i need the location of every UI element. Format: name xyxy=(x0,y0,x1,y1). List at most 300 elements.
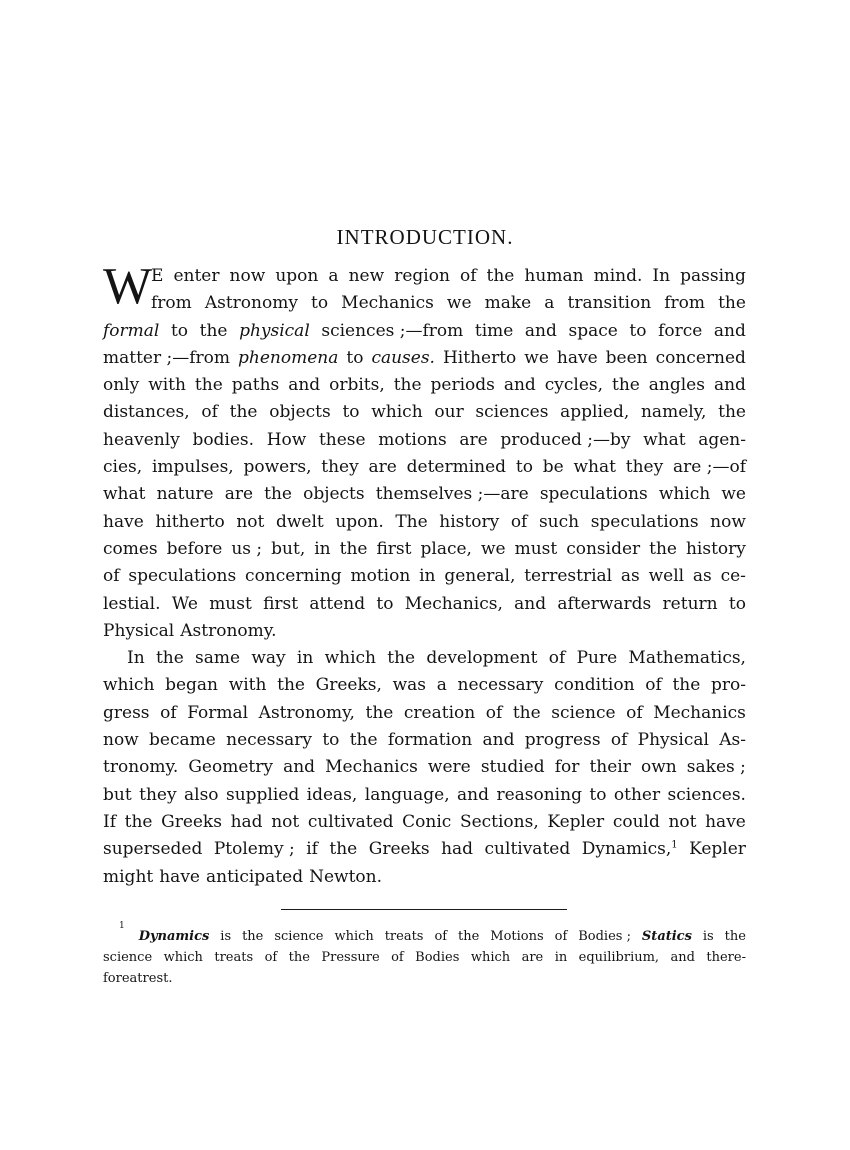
paragraph-2-line xyxy=(103,645,746,672)
footnote-word: science xyxy=(103,950,153,965)
paragraph-1-word: make xyxy=(484,293,532,314)
paragraph-2-word: progress xyxy=(524,730,601,751)
paragraph-2-word: own xyxy=(640,757,677,778)
paragraph-1-word: attend xyxy=(309,593,366,614)
paragraph-1-word: namely, xyxy=(640,402,707,423)
paragraph-1-word: not xyxy=(236,511,265,532)
paragraph-2-word: the xyxy=(365,702,394,723)
paragraph-1-word: and xyxy=(514,593,547,614)
paragraph-2-word: the xyxy=(124,811,153,832)
paragraph-2-word: had xyxy=(441,839,474,860)
paragraph-1-word: are xyxy=(224,484,254,505)
footnote-line xyxy=(103,921,746,947)
paragraph-1-word: we xyxy=(480,538,506,559)
footnote-word: which xyxy=(334,929,374,944)
paragraph-1-word: Mechanics, xyxy=(404,593,503,614)
paragraph-1-word: How xyxy=(266,429,307,450)
paragraph-1-word: the xyxy=(393,375,422,396)
paragraph-1-word: the xyxy=(649,538,677,559)
paragraph-1-word: Astronomy xyxy=(204,293,298,314)
paragraph-2-word: language, xyxy=(364,784,450,805)
paragraph-1-word: concerned xyxy=(655,347,746,368)
paragraph-1-word: powers, xyxy=(243,457,312,478)
paragraph-1-word: speculations xyxy=(590,511,699,532)
paragraph-2-word: became xyxy=(149,730,216,751)
paragraph-2-word: Sections, xyxy=(459,811,539,832)
paragraph-2-word: supplied xyxy=(225,784,300,805)
paragraph-2-word: formation xyxy=(387,730,473,751)
paragraph-1-word: human xyxy=(524,266,584,286)
paragraph-2-word: If xyxy=(103,811,117,832)
paragraph-1-word: in xyxy=(314,538,331,559)
paragraph-1-word: phenomena xyxy=(238,347,339,368)
paragraph-1-line xyxy=(103,372,746,399)
paragraph-1-word: passing xyxy=(680,266,746,286)
paragraph-1-line xyxy=(103,509,746,536)
paragraph-1-word: and xyxy=(524,320,557,341)
paragraph-2-word: could xyxy=(612,811,660,832)
paragraph-2-word: superseded xyxy=(103,839,203,860)
footnote-word: Pressure xyxy=(321,950,380,965)
paragraph-1-word: to xyxy=(170,320,189,341)
paragraph-2-word: but xyxy=(103,784,132,805)
paragraph-1-word: the xyxy=(718,293,746,314)
paragraph-2-word: their xyxy=(589,757,631,778)
paragraph-2-word: the xyxy=(155,648,184,669)
paragraph-1-word: general, xyxy=(444,566,516,587)
footnote-word: there- xyxy=(706,950,746,965)
paragraph-1-word: periods xyxy=(430,375,495,396)
footnote-mark: 1 xyxy=(119,921,125,931)
paragraph-2-word: cultivated xyxy=(484,839,571,860)
paragraph-2-word: Newton. xyxy=(309,866,382,887)
paragraph-1-word: be xyxy=(542,457,564,478)
paragraph-1-word: and xyxy=(713,320,746,341)
paragraph-1-word: they xyxy=(321,457,359,478)
paragraph-2-word: studied xyxy=(480,757,545,778)
paragraph-1-word: agen- xyxy=(698,429,746,450)
paragraph-2-word: have xyxy=(705,811,746,832)
paragraph-2-word: Greeks xyxy=(161,811,222,832)
paragraph-1-word: must xyxy=(514,538,558,559)
paragraph-2-word: As- xyxy=(719,730,746,751)
paragraph-1-line xyxy=(103,454,746,481)
drop-cap: W xyxy=(103,258,153,315)
paragraph-1-word: cies, xyxy=(103,457,143,478)
paragraph-2-word: same xyxy=(195,648,241,669)
paragraph-2-word: pro- xyxy=(710,675,746,696)
paragraph-2-word: for xyxy=(554,757,580,778)
paragraph-2-word: the xyxy=(329,839,358,860)
paragraph-1-word: now xyxy=(229,266,266,286)
paragraph-2-word: might xyxy=(103,866,154,887)
paragraph-1-word: motions xyxy=(378,429,447,450)
paragraph-2-word: Kepler xyxy=(547,811,605,832)
paragraph-2-line xyxy=(103,672,746,699)
paragraph-2-word: also xyxy=(184,784,219,805)
paragraph-1-word: enter xyxy=(173,266,220,286)
paragraph-2-word: began xyxy=(165,675,219,696)
paragraph-2-word: Astronomy, xyxy=(258,702,355,723)
paragraph-1-line xyxy=(103,427,746,454)
footnote-word: Dynamics xyxy=(138,929,210,944)
paragraph-1-word: Hitherto xyxy=(442,347,517,368)
paragraph-2-word: Greeks xyxy=(368,839,430,860)
paragraph-1-word: have xyxy=(556,347,598,368)
paragraph-1-word: what xyxy=(103,484,146,505)
paragraph-1-word: Mechanics xyxy=(341,293,434,314)
paragraph-1-word: and xyxy=(503,375,536,396)
paragraph-1-word: new xyxy=(348,266,385,286)
paragraph-1 xyxy=(103,258,746,645)
paragraph-2-word: have xyxy=(159,866,200,887)
footnote-word: of xyxy=(391,950,404,965)
paragraph-1-word: objects xyxy=(269,402,331,423)
paragraph-1-word: orbits, xyxy=(329,375,385,396)
paragraph-1-word: to xyxy=(629,320,647,341)
paragraph-1-word: these xyxy=(318,429,366,450)
paragraph-1-word: transition xyxy=(567,293,652,314)
paragraph-1-word: mind. xyxy=(593,266,643,286)
footnote-word: Bodies xyxy=(415,950,460,965)
paragraph-2-word: the xyxy=(277,675,305,696)
paragraph-2-word: Ptolemy ; xyxy=(213,839,295,860)
paragraph-1-word: as xyxy=(692,566,712,587)
paragraph-2-word: of xyxy=(645,675,662,696)
paragraph-2-word: which xyxy=(324,648,376,669)
paragraph-1-word: region xyxy=(394,266,450,286)
paragraph-2-word: Mechanics xyxy=(325,757,418,778)
paragraph-1-word: from xyxy=(151,293,192,314)
paragraph-1-lines xyxy=(103,258,746,645)
paragraph-2-word: to xyxy=(589,784,607,805)
chapter-title: INTRODUCTION. xyxy=(336,225,514,249)
paragraph-1-word: to xyxy=(311,293,329,314)
paragraph-1-word: the xyxy=(199,320,228,341)
footnote-word: Bodies ; xyxy=(578,929,631,944)
paragraph-1-word: before xyxy=(166,538,223,559)
paragraph-2-word: science xyxy=(551,702,616,723)
paragraph-1-word: us ; xyxy=(231,538,263,559)
paragraph-1-word: the xyxy=(611,375,640,396)
paragraph-1-word: concerning xyxy=(245,566,342,587)
paragraph-2-word: reasoning xyxy=(496,784,582,805)
paragraph-1-word: history xyxy=(439,511,500,532)
footnote-word: and xyxy=(670,950,695,965)
paragraph-1-word: lestial. xyxy=(103,593,161,614)
paragraph-1-word: the xyxy=(486,266,515,286)
paragraph-1-word: heavenly xyxy=(103,429,180,450)
paragraph-1-word: nature xyxy=(156,484,214,505)
paragraph-1-word: history xyxy=(685,538,746,559)
paragraph-2-word: now xyxy=(103,730,139,751)
paragraph-2-word: of xyxy=(485,702,503,723)
paragraph-1-word: afterwards xyxy=(557,593,652,614)
paragraph-1-word: distances, xyxy=(103,402,190,423)
paragraph-2-word: other xyxy=(613,784,661,805)
paragraph-2-line xyxy=(103,864,746,891)
paragraph-1-word: been xyxy=(605,347,648,368)
paragraph-1-word: space xyxy=(568,320,618,341)
paragraph-1-word: must xyxy=(209,593,252,614)
paragraph-1-word: of xyxy=(103,566,120,587)
paragraph-1-word: we xyxy=(721,484,746,505)
paragraph-2-word: of xyxy=(548,648,566,669)
paragraph-2-word: Physical xyxy=(637,730,709,751)
paragraph-1-word: but, xyxy=(271,538,306,559)
paragraph-1-word: to xyxy=(342,402,360,423)
paragraph-2-word: and xyxy=(482,730,515,751)
footnote-word: rest. xyxy=(142,971,173,986)
paragraph-1-word: applied, xyxy=(560,402,630,423)
paragraph-1-word: to xyxy=(728,593,746,614)
paragraph-1-word: the xyxy=(229,402,258,423)
paragraph-1-word: and xyxy=(288,375,321,396)
footnote-word: in xyxy=(554,950,568,965)
paragraph-1-word: formal xyxy=(103,320,160,341)
paragraph-1-word: well xyxy=(648,566,685,587)
paragraph-1-word: to xyxy=(376,593,394,614)
paragraph-2-word-with-note: Dynamics,$^1$ xyxy=(581,839,678,860)
paragraph-1-word: the xyxy=(718,402,746,423)
paragraph-2-word: of xyxy=(160,702,177,723)
paragraph-1-word: are xyxy=(368,457,397,478)
paragraph-2-line xyxy=(103,836,746,863)
footnote-word: the xyxy=(724,929,746,944)
paragraph-1-word: are xyxy=(459,429,488,450)
paragraph-1-line xyxy=(103,618,746,645)
paragraph-1-word: of xyxy=(459,266,477,286)
paragraph-2-word: necessary xyxy=(457,675,544,696)
paragraph-1-word: are ;—of xyxy=(673,457,746,478)
paragraph-2-word: the xyxy=(349,730,378,751)
paragraph-2-word: way xyxy=(251,648,286,669)
footnote-word: equilibrium, xyxy=(578,950,660,965)
paragraph-2-word: they xyxy=(139,784,177,805)
paragraph-2-line xyxy=(103,727,746,754)
paragraph-1-word: now xyxy=(710,511,746,532)
footnote-word: the xyxy=(242,929,264,944)
footnote xyxy=(103,921,746,989)
paragraph-1-word: a xyxy=(328,266,339,286)
paragraph-1-line xyxy=(103,481,746,508)
paragraph-2 xyxy=(103,645,746,891)
paragraph-1-word: paths xyxy=(231,375,280,396)
paragraph-2-line xyxy=(103,700,746,727)
paragraph-1-word: hitherto xyxy=(155,511,225,532)
paragraph-2-word: which xyxy=(103,675,155,696)
paragraph-1-line xyxy=(103,563,746,590)
paragraph-1-word: in xyxy=(419,566,436,587)
footnote-word: Motions xyxy=(490,929,544,944)
paragraph-2-word: the xyxy=(387,648,416,669)
paragraph-1-word: the xyxy=(339,538,368,559)
paragraph-1-word: bodies. xyxy=(192,429,255,450)
paragraph-1-word: speculations xyxy=(128,566,237,587)
paragraph-2-word: and xyxy=(457,784,490,805)
footnote-word: of xyxy=(434,929,448,944)
paragraph-1-word: with xyxy=(148,375,186,396)
paragraph-1-line xyxy=(103,591,746,618)
footnote-word: is xyxy=(702,929,714,944)
paragraph-1-word: cycles, xyxy=(544,375,604,396)
paragraph-2-word: were xyxy=(427,757,471,778)
paragraph-2-line xyxy=(103,782,746,809)
paragraph-1-line xyxy=(103,399,746,426)
paragraph-2-word: condition xyxy=(554,675,635,696)
paragraph-1-word: the xyxy=(194,375,223,396)
paragraph-1-word: The xyxy=(395,511,428,532)
paragraph-1-word: first xyxy=(376,538,412,559)
paragraph-1-word: sciences xyxy=(475,402,549,423)
footnote-word: science xyxy=(274,929,324,944)
paragraph-1-line xyxy=(103,290,746,317)
paragraph-1-word: the xyxy=(264,484,292,505)
paragraph-1-word: they xyxy=(625,457,664,478)
paragraph-2-word: with xyxy=(228,675,267,696)
paragraph-2-line xyxy=(103,809,746,836)
paragraph-1-word: we xyxy=(446,293,472,314)
paragraph-1-word: matter ;—from xyxy=(103,347,231,368)
paragraph-1-word: return xyxy=(662,593,718,614)
footnote-word: Statics xyxy=(641,929,692,944)
paragraph-1-word: sciences ;—from xyxy=(321,320,464,341)
paragraph-1-word: impulses, xyxy=(151,457,234,478)
footnote-word: at xyxy=(129,971,143,986)
paragraph-1-line xyxy=(103,263,746,290)
paragraph-2-word: Pure xyxy=(576,648,618,669)
paragraph-1-word: upon. xyxy=(335,511,384,532)
paragraph-1-word: have xyxy=(103,511,144,532)
paragraph-1-word: consider xyxy=(566,538,641,559)
paragraph-1-word: causes. xyxy=(371,347,435,368)
paragraph-2-word: of xyxy=(610,730,628,751)
footnote-word: of xyxy=(264,950,278,965)
paragraph-1-word: ce- xyxy=(720,566,746,587)
footnote-word: which xyxy=(163,950,203,965)
paragraph-1-word: from xyxy=(664,293,705,314)
paragraph-1-word: first xyxy=(263,593,299,614)
paragraph-1-line xyxy=(103,536,746,563)
paragraph-2-word: tronomy. xyxy=(103,757,179,778)
footnote-word: the xyxy=(458,929,480,944)
footnote-word: treats xyxy=(384,929,424,944)
paragraph-1-word: speculations xyxy=(539,484,648,505)
paragraph-1-line xyxy=(103,345,746,372)
paragraph-1-word: themselves ;—are xyxy=(375,484,529,505)
paragraph-2-word: if xyxy=(306,839,318,860)
paragraph-1-word: a xyxy=(544,293,555,314)
paragraph-1-word: determined xyxy=(406,457,507,478)
paragraph-1-word: our xyxy=(434,402,464,423)
paragraph-1-word: force xyxy=(658,320,703,341)
paragraph-2-word: Geometry xyxy=(188,757,273,778)
paragraph-1-word: we xyxy=(524,347,549,368)
body-text xyxy=(103,258,746,891)
paragraph-1-word: angles xyxy=(648,375,705,396)
footnote-word: which xyxy=(470,950,511,965)
paragraph-2-word: of xyxy=(626,702,643,723)
paragraph-2-word: not xyxy=(668,811,697,832)
paragraph-1-word: dwelt xyxy=(275,511,324,532)
footnote-word: is xyxy=(220,929,232,944)
paragraph-2-word: cultivated xyxy=(307,811,394,832)
paragraph-2-word: creation xyxy=(403,702,476,723)
paragraph-2-word: and xyxy=(283,757,316,778)
paragraph-2-word: In xyxy=(127,648,145,669)
paragraph-2-word: gress xyxy=(103,702,150,723)
footnote-line xyxy=(103,968,746,989)
footnote-word: fore xyxy=(103,971,130,986)
paragraph-1-word: produced ;—by xyxy=(500,429,631,450)
footnote-word: the xyxy=(288,950,310,965)
paragraph-2-word: not xyxy=(271,811,300,832)
paragraph-2-word: to xyxy=(322,730,340,751)
paragraph-1-word: Physical xyxy=(103,620,175,641)
paragraph-1-word: to xyxy=(515,457,533,478)
paragraph-2-word: the xyxy=(672,675,701,696)
paragraph-2-word: had xyxy=(230,811,263,832)
paragraph-1-word: what xyxy=(643,429,686,450)
footnote-line xyxy=(103,947,746,968)
paragraph-1-word: which xyxy=(371,402,423,423)
paragraph-1-word: to xyxy=(346,347,364,368)
paragraph-2-word: necessary xyxy=(226,730,313,751)
footnote-word: are xyxy=(521,950,544,965)
paragraph-1-word: as xyxy=(620,566,640,587)
paragraph-2-word: sakes ; xyxy=(686,757,746,778)
paragraph-2-word: development xyxy=(426,648,538,669)
paragraph-2-line xyxy=(103,754,746,781)
paragraph-1-word: what xyxy=(573,457,616,478)
paragraph-2-word: Conic xyxy=(402,811,452,832)
paragraph-1-word: physical xyxy=(239,320,310,341)
footnote-rule xyxy=(281,909,567,910)
paragraph-2-word: was xyxy=(392,675,427,696)
paragraph-2-word: Mathematics, xyxy=(628,648,746,669)
paragraph-1-word: which xyxy=(658,484,711,505)
paragraph-2-word: Mechanics xyxy=(653,702,746,723)
paragraph-1-word: upon xyxy=(275,266,319,286)
paragraph-1-word: only xyxy=(103,375,140,396)
paragraph-1-word: objects xyxy=(303,484,365,505)
paragraph-1-word: We xyxy=(171,593,198,614)
footnote-word: of xyxy=(554,929,568,944)
paragraph-1-word: such xyxy=(538,511,580,532)
paragraph-2-word: a xyxy=(436,675,447,696)
paragraph-1-word: E xyxy=(151,266,164,286)
paragraph-1-word: of xyxy=(510,511,528,532)
paragraph-2-word: Kepler xyxy=(689,839,746,860)
paragraph-1-word: comes xyxy=(103,538,158,559)
paragraph-1-word: of xyxy=(201,402,218,423)
paragraph-1-word: In xyxy=(652,266,671,286)
paragraph-1-word: terrestrial xyxy=(524,566,613,587)
paragraph-2-word: the xyxy=(512,702,541,723)
paragraph-2-word: in xyxy=(296,648,314,669)
paragraph-2-word: Greeks, xyxy=(315,675,382,696)
paragraph-2-word: Formal xyxy=(187,702,249,723)
footnote-word: treats xyxy=(214,950,254,965)
paragraph-1-word: and xyxy=(713,375,746,396)
paragraph-2-word: anticipated xyxy=(205,866,304,887)
paragraph-1-word: motion xyxy=(350,566,411,587)
paragraph-2-word: sciences. xyxy=(667,784,746,805)
footnote-lines xyxy=(103,921,746,989)
paragraph-2-word: Dynamics, xyxy=(581,839,672,860)
paragraph-1-word: Astronomy. xyxy=(180,620,277,641)
paragraph-1-line xyxy=(103,318,746,345)
